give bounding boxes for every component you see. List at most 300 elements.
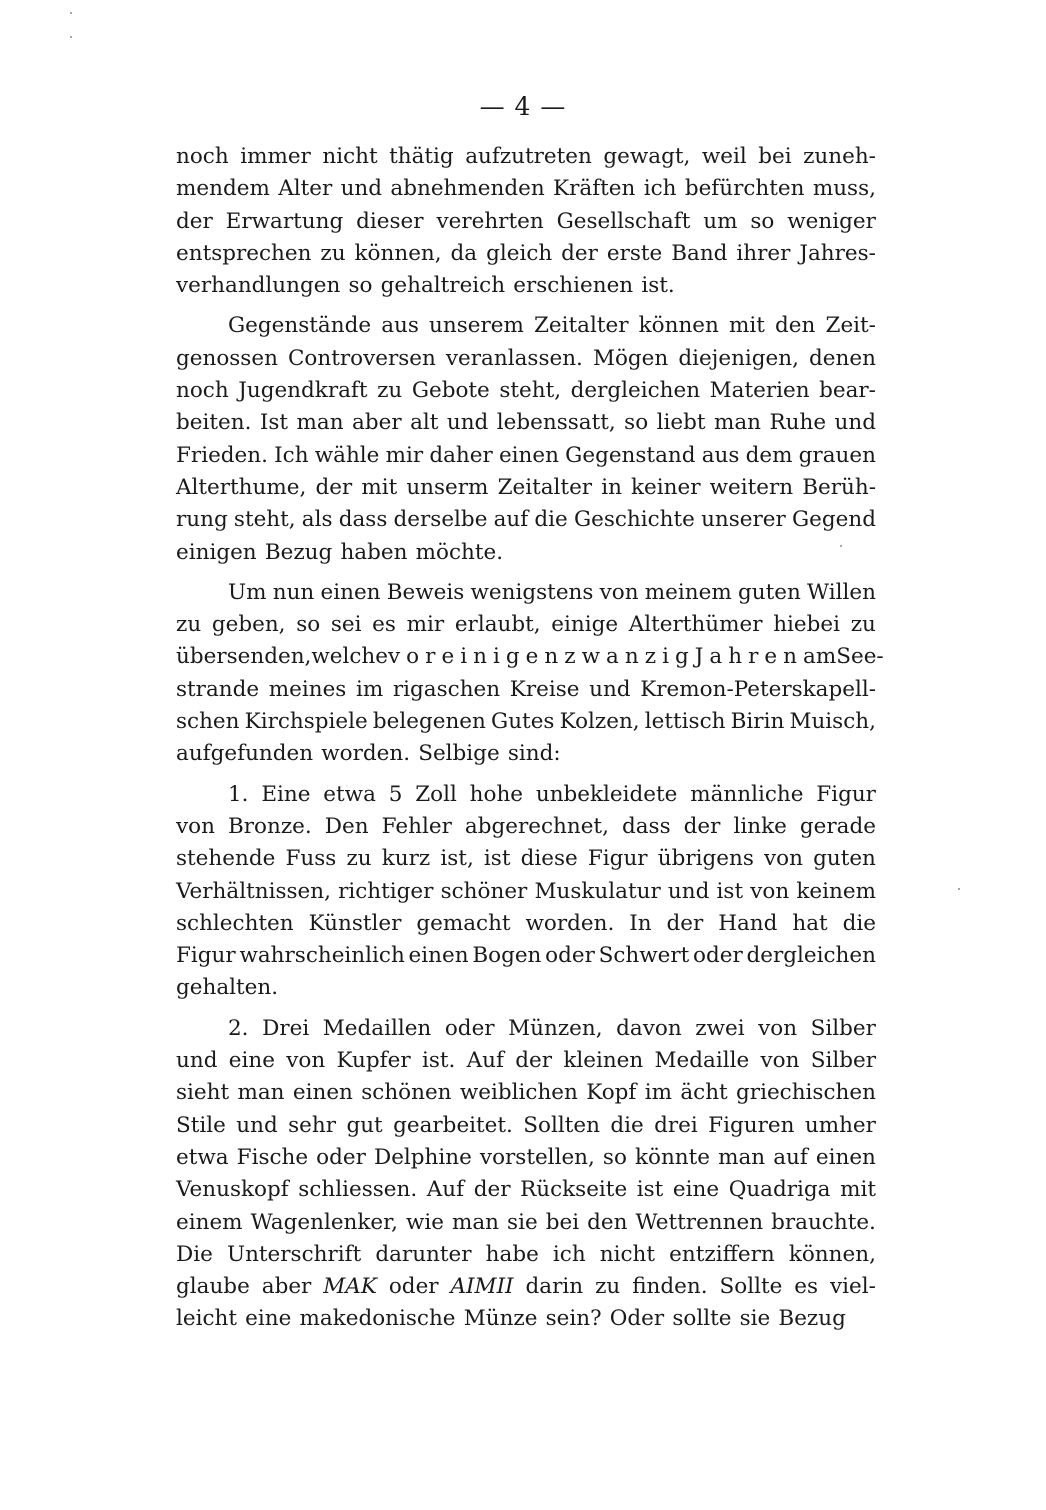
word: Kremon-Peterskapell-	[640, 676, 876, 702]
word: grauen	[798, 442, 876, 468]
word: lettisch	[644, 709, 726, 735]
word: meines	[268, 676, 347, 702]
scan-speck	[840, 545, 842, 547]
word: Auf	[426, 1177, 465, 1203]
word: schönen	[361, 1080, 452, 1106]
word: man	[718, 1144, 766, 1170]
word: könnte	[634, 1144, 710, 1170]
word: nun	[272, 579, 315, 605]
word: Quadriga	[728, 1177, 831, 1203]
word: möchte.	[415, 539, 504, 565]
text-line	[176, 908, 876, 940]
word: weil	[701, 144, 747, 169]
word: bei	[545, 1209, 580, 1235]
word: makedonische	[299, 1306, 456, 1332]
word: Kräften	[553, 176, 636, 202]
word: steht,	[233, 507, 296, 533]
word: eine	[245, 1306, 292, 1332]
word: Drei	[262, 1015, 310, 1041]
word: daher	[429, 442, 493, 468]
word: übrigens	[657, 846, 754, 872]
word: bei	[758, 144, 792, 169]
word: Sollten	[523, 1112, 600, 1138]
word: zu	[320, 240, 346, 266]
text-line	[176, 1207, 876, 1239]
word: da	[450, 240, 478, 266]
word: Materien	[709, 378, 810, 404]
word: Stile	[176, 1112, 226, 1138]
word: dergleichen	[746, 943, 876, 969]
word: Verhältnissen,	[176, 878, 331, 904]
word: im	[355, 676, 384, 702]
word: eine	[672, 1177, 720, 1203]
word: in	[601, 474, 622, 500]
word: hohe	[469, 781, 524, 807]
word: Erwartung	[225, 208, 344, 234]
word: haben	[340, 539, 408, 565]
word: dieser	[356, 208, 424, 234]
word: Kolzen,	[559, 709, 640, 735]
word: zu	[850, 612, 876, 638]
word: ist	[483, 846, 511, 872]
text-line	[176, 504, 876, 536]
word: oder	[316, 1144, 366, 1170]
word: denen	[809, 345, 876, 371]
word: bear-	[819, 378, 876, 404]
text-line	[176, 972, 876, 1004]
word: MAK	[323, 1274, 377, 1300]
word: belegenen	[372, 709, 486, 735]
word: der	[176, 208, 213, 234]
word: aber	[352, 410, 402, 436]
word: gehalten.	[176, 975, 279, 1001]
text-line	[176, 537, 876, 569]
word: diese	[520, 846, 578, 872]
word: kleinen	[563, 1048, 644, 1074]
word: muss,	[812, 176, 876, 202]
word: strande	[176, 676, 260, 702]
text-line	[176, 811, 876, 843]
word: wie	[405, 1209, 444, 1235]
text-line	[176, 1013, 876, 1045]
word: so	[348, 273, 373, 299]
word: aber	[261, 1274, 312, 1300]
word: etwa	[176, 1144, 229, 1170]
word: guten	[813, 846, 876, 872]
word: linke	[733, 813, 787, 839]
text-line	[176, 375, 876, 407]
word: geben,	[211, 612, 286, 638]
word: Gesellschaft	[556, 208, 691, 234]
paragraph-gap	[176, 771, 876, 779]
word: Berüh-	[802, 474, 876, 500]
word: Alterthümer	[628, 612, 763, 638]
word: hiebei	[773, 612, 841, 638]
word: meinem	[644, 579, 732, 605]
word: Kirchspiele	[244, 709, 368, 735]
word: vor	[388, 644, 442, 670]
word: dass	[338, 507, 388, 533]
word: am	[803, 644, 837, 670]
word: der	[515, 1048, 553, 1074]
word: rigaschen	[392, 676, 501, 702]
word: es	[372, 612, 396, 638]
word: weniger	[787, 208, 876, 234]
paragraph	[176, 779, 876, 1005]
word: Münze	[463, 1306, 538, 1332]
word: mir	[385, 442, 424, 468]
word: drei	[654, 1112, 698, 1138]
word: vorstellen,	[479, 1144, 595, 1170]
word: ist	[716, 878, 744, 904]
word: Figur	[816, 781, 876, 807]
word: und	[667, 878, 710, 904]
word: beiten.	[176, 410, 252, 436]
word: leicht	[176, 1306, 238, 1332]
word: Fische	[236, 1144, 309, 1170]
word: Muskulatur	[534, 878, 661, 904]
word: Birin	[730, 709, 785, 735]
word: mendem	[176, 176, 270, 202]
word: Gegenstände	[228, 313, 372, 339]
word: Zeitalter	[533, 313, 629, 339]
word: Ich	[274, 442, 309, 468]
word: Hand	[718, 910, 778, 936]
word: Delphine	[373, 1144, 472, 1170]
word: und	[834, 410, 876, 436]
paragraph	[176, 310, 876, 568]
word: keinem	[796, 878, 876, 904]
word: Muisch,	[789, 709, 876, 735]
word: und	[446, 410, 489, 436]
word: Um	[228, 579, 267, 605]
scan-speck	[958, 888, 960, 890]
word: noch	[176, 378, 229, 404]
word: Mögen	[592, 345, 669, 371]
word: mit	[840, 1177, 876, 1203]
word: stehende	[176, 846, 276, 872]
word: 1.	[228, 781, 249, 807]
word: Kreise	[509, 676, 580, 702]
word: gerade	[799, 813, 876, 839]
word: Auf	[466, 1048, 504, 1074]
word: erschienen	[513, 273, 634, 299]
word: übersenden,	[176, 644, 312, 670]
word: und	[176, 1048, 218, 1074]
word: genossen	[176, 345, 278, 371]
word: Jahres-	[799, 240, 876, 266]
text-line	[176, 779, 876, 811]
text-line	[176, 1174, 876, 1206]
word: können,	[788, 1241, 876, 1267]
word: etwa	[323, 781, 376, 807]
word: einigen	[176, 539, 257, 565]
word: zwanzig	[564, 644, 695, 670]
word: Frieden.	[176, 442, 268, 468]
word: kurz	[381, 846, 431, 872]
text-line	[176, 173, 876, 205]
word: Willen	[807, 579, 876, 605]
word: Figur	[587, 846, 648, 872]
word: den	[775, 313, 816, 339]
word: schen	[176, 709, 240, 735]
word: See-	[836, 644, 884, 670]
word: Bezug	[264, 539, 333, 565]
text-line	[176, 206, 876, 238]
word: Zeitalter	[497, 474, 593, 500]
paragraph	[176, 141, 876, 302]
word: Rückseite	[520, 1177, 628, 1203]
word: der	[666, 910, 704, 936]
word: die	[610, 1112, 644, 1138]
word: schliessen.	[298, 1177, 418, 1203]
document-body	[176, 141, 884, 1336]
word: eine	[228, 1048, 275, 1074]
word: einen	[292, 1080, 353, 1106]
word: Silber	[810, 1048, 876, 1074]
word: Eine	[261, 781, 311, 807]
text-line	[176, 1110, 876, 1142]
word: einem	[176, 1209, 243, 1235]
word: ist	[636, 1177, 664, 1203]
word: rung	[176, 507, 228, 533]
word: richtiger	[338, 878, 434, 904]
word: oder	[545, 943, 595, 969]
word: von	[760, 1048, 800, 1074]
word: auf	[773, 1144, 808, 1170]
word: von	[286, 1048, 326, 1074]
word: unserer	[701, 507, 786, 533]
paragraph	[176, 1013, 876, 1336]
word: dass	[621, 813, 671, 839]
word: Kupfer	[336, 1048, 411, 1074]
word: Fuss	[285, 846, 337, 872]
word: können	[638, 313, 719, 339]
word: Geschichte	[573, 507, 695, 533]
word: Band	[671, 240, 728, 266]
word: die	[842, 910, 876, 936]
text-line	[176, 238, 876, 270]
word: nicht	[599, 1241, 656, 1267]
word: Bronze.	[227, 813, 312, 839]
word: von	[176, 813, 215, 839]
word: worden.	[525, 910, 615, 936]
word: welche	[311, 644, 389, 670]
word: zu	[346, 846, 372, 872]
word: Controversen	[287, 345, 436, 371]
word: Jahren	[694, 644, 804, 670]
word: man	[713, 410, 762, 436]
word: gearbeitet.	[393, 1112, 513, 1138]
word: gemacht	[416, 910, 511, 936]
word: ich	[643, 176, 677, 202]
word: umher	[804, 1112, 876, 1138]
word: gewagt,	[603, 144, 691, 169]
word: befürchten	[684, 176, 805, 202]
word: Oder	[609, 1306, 665, 1332]
word: abgerechnet,	[464, 813, 609, 839]
word: Fehler	[381, 813, 452, 839]
word: Alter	[278, 176, 333, 202]
word: so	[624, 410, 649, 436]
word: Gegend	[791, 507, 876, 533]
text-line	[176, 343, 876, 375]
word: sei	[330, 612, 362, 638]
word: lebenssatt,	[496, 410, 616, 436]
text-line	[176, 738, 876, 770]
word: Den	[324, 813, 369, 839]
text-line	[176, 843, 876, 875]
word: männliche	[690, 781, 804, 807]
word: weiblichen	[459, 1080, 578, 1106]
word: wenigstens	[470, 579, 594, 605]
word: man	[296, 410, 344, 436]
word: so	[296, 612, 321, 638]
word: weitern	[709, 474, 794, 500]
word: sieht	[176, 1080, 230, 1106]
word: Gebote	[411, 378, 490, 404]
word: nicht	[322, 144, 378, 169]
word: erlaubt,	[454, 612, 541, 638]
word: liebt	[656, 410, 706, 436]
word: Wagenlenker,	[250, 1209, 398, 1235]
word: wähle	[314, 442, 380, 468]
word: steht,	[499, 378, 562, 404]
word: einen	[320, 579, 381, 605]
word: Selbige	[418, 741, 500, 767]
word: viel-	[829, 1274, 876, 1300]
word: Zeit-	[825, 313, 876, 339]
paragraph	[176, 577, 884, 771]
word: können,	[354, 240, 442, 266]
word: einige	[551, 612, 619, 638]
word: Zoll	[415, 781, 457, 807]
word: Wettrennen	[635, 1209, 764, 1235]
word: ihrer	[736, 240, 791, 266]
word: darunter	[375, 1241, 472, 1267]
text-line	[176, 1271, 876, 1303]
word: Die	[176, 1241, 213, 1267]
word: mit	[361, 474, 398, 500]
text-line	[176, 706, 876, 738]
word: verehrten	[436, 208, 544, 234]
word: veranlassen.	[445, 345, 583, 371]
word: guten	[737, 579, 801, 605]
word: 5	[388, 781, 403, 807]
word: aufzutreten	[465, 144, 592, 169]
text-line	[176, 472, 876, 504]
word: noch	[176, 144, 229, 169]
text-line	[176, 407, 876, 439]
word: gut	[346, 1112, 383, 1138]
word: dem	[745, 442, 793, 468]
word: zu	[176, 612, 202, 638]
word: mir	[406, 612, 445, 638]
word: zwei	[695, 1015, 745, 1041]
word: um	[703, 208, 738, 234]
word: hat	[792, 910, 828, 936]
text-line	[176, 1045, 876, 1077]
word: Ist	[259, 410, 289, 436]
word: so	[750, 208, 775, 234]
word: unserem	[429, 313, 524, 339]
word: Figuren	[708, 1112, 795, 1138]
word: es	[794, 1274, 819, 1300]
word: oder	[444, 1015, 495, 1041]
word: erste	[606, 240, 663, 266]
word: sollte	[672, 1306, 732, 1332]
word: ist,	[440, 846, 474, 872]
word: wahrscheinlich	[239, 943, 405, 969]
word: glaube	[176, 1274, 250, 1300]
word: AIMII	[450, 1274, 514, 1300]
scan-speck	[70, 36, 72, 38]
word: zu	[377, 378, 403, 404]
word: In	[629, 910, 652, 936]
word: thätig	[389, 144, 454, 169]
word: gleich	[486, 240, 553, 266]
paragraph-gap	[176, 569, 876, 577]
word: von	[764, 846, 803, 872]
word: man	[237, 1080, 285, 1106]
word: ist.	[641, 273, 675, 299]
word: sehr	[288, 1112, 337, 1138]
word: Gegenstand	[565, 442, 696, 468]
word: oder	[388, 1274, 439, 1300]
word: im	[644, 1080, 672, 1106]
word: schlechten	[176, 910, 294, 936]
word: und	[236, 1112, 278, 1138]
word: Kopf	[586, 1080, 637, 1106]
word: auf	[493, 507, 529, 533]
text-line	[176, 440, 876, 472]
word: Medaillen	[322, 1015, 432, 1041]
word: mit	[729, 313, 765, 339]
word: einen	[498, 442, 559, 468]
word: zu	[595, 1274, 621, 1300]
word: Gutes	[491, 709, 555, 735]
word: gehaltreich	[380, 273, 506, 299]
text-line	[176, 940, 876, 972]
word: dergleichen	[570, 378, 701, 404]
word: derselbe	[393, 507, 488, 533]
text-line	[176, 1077, 876, 1109]
word: unbekleidete	[535, 781, 678, 807]
word: Künstler	[308, 910, 402, 936]
paragraph-gap	[176, 302, 876, 310]
word: Venuskopf	[176, 1177, 289, 1203]
word: sie	[739, 1306, 771, 1332]
word: und	[340, 176, 383, 202]
word: brauchte.	[771, 1209, 876, 1235]
word: Schwert	[598, 943, 690, 969]
word: der	[315, 474, 353, 500]
text-line	[176, 141, 876, 173]
word: von	[750, 878, 790, 904]
word: Figur	[176, 943, 236, 969]
word: als	[301, 507, 333, 533]
word: der	[473, 1177, 511, 1203]
word: worden.	[321, 741, 411, 767]
word: diejenigen,	[678, 345, 799, 371]
text-line	[176, 310, 876, 342]
word: sie	[507, 1209, 538, 1235]
word: Beweis	[386, 579, 465, 605]
page-number: — 4 —	[479, 92, 567, 121]
text-line	[176, 674, 876, 706]
word: 2.	[228, 1015, 249, 1041]
word: davon	[616, 1015, 682, 1041]
